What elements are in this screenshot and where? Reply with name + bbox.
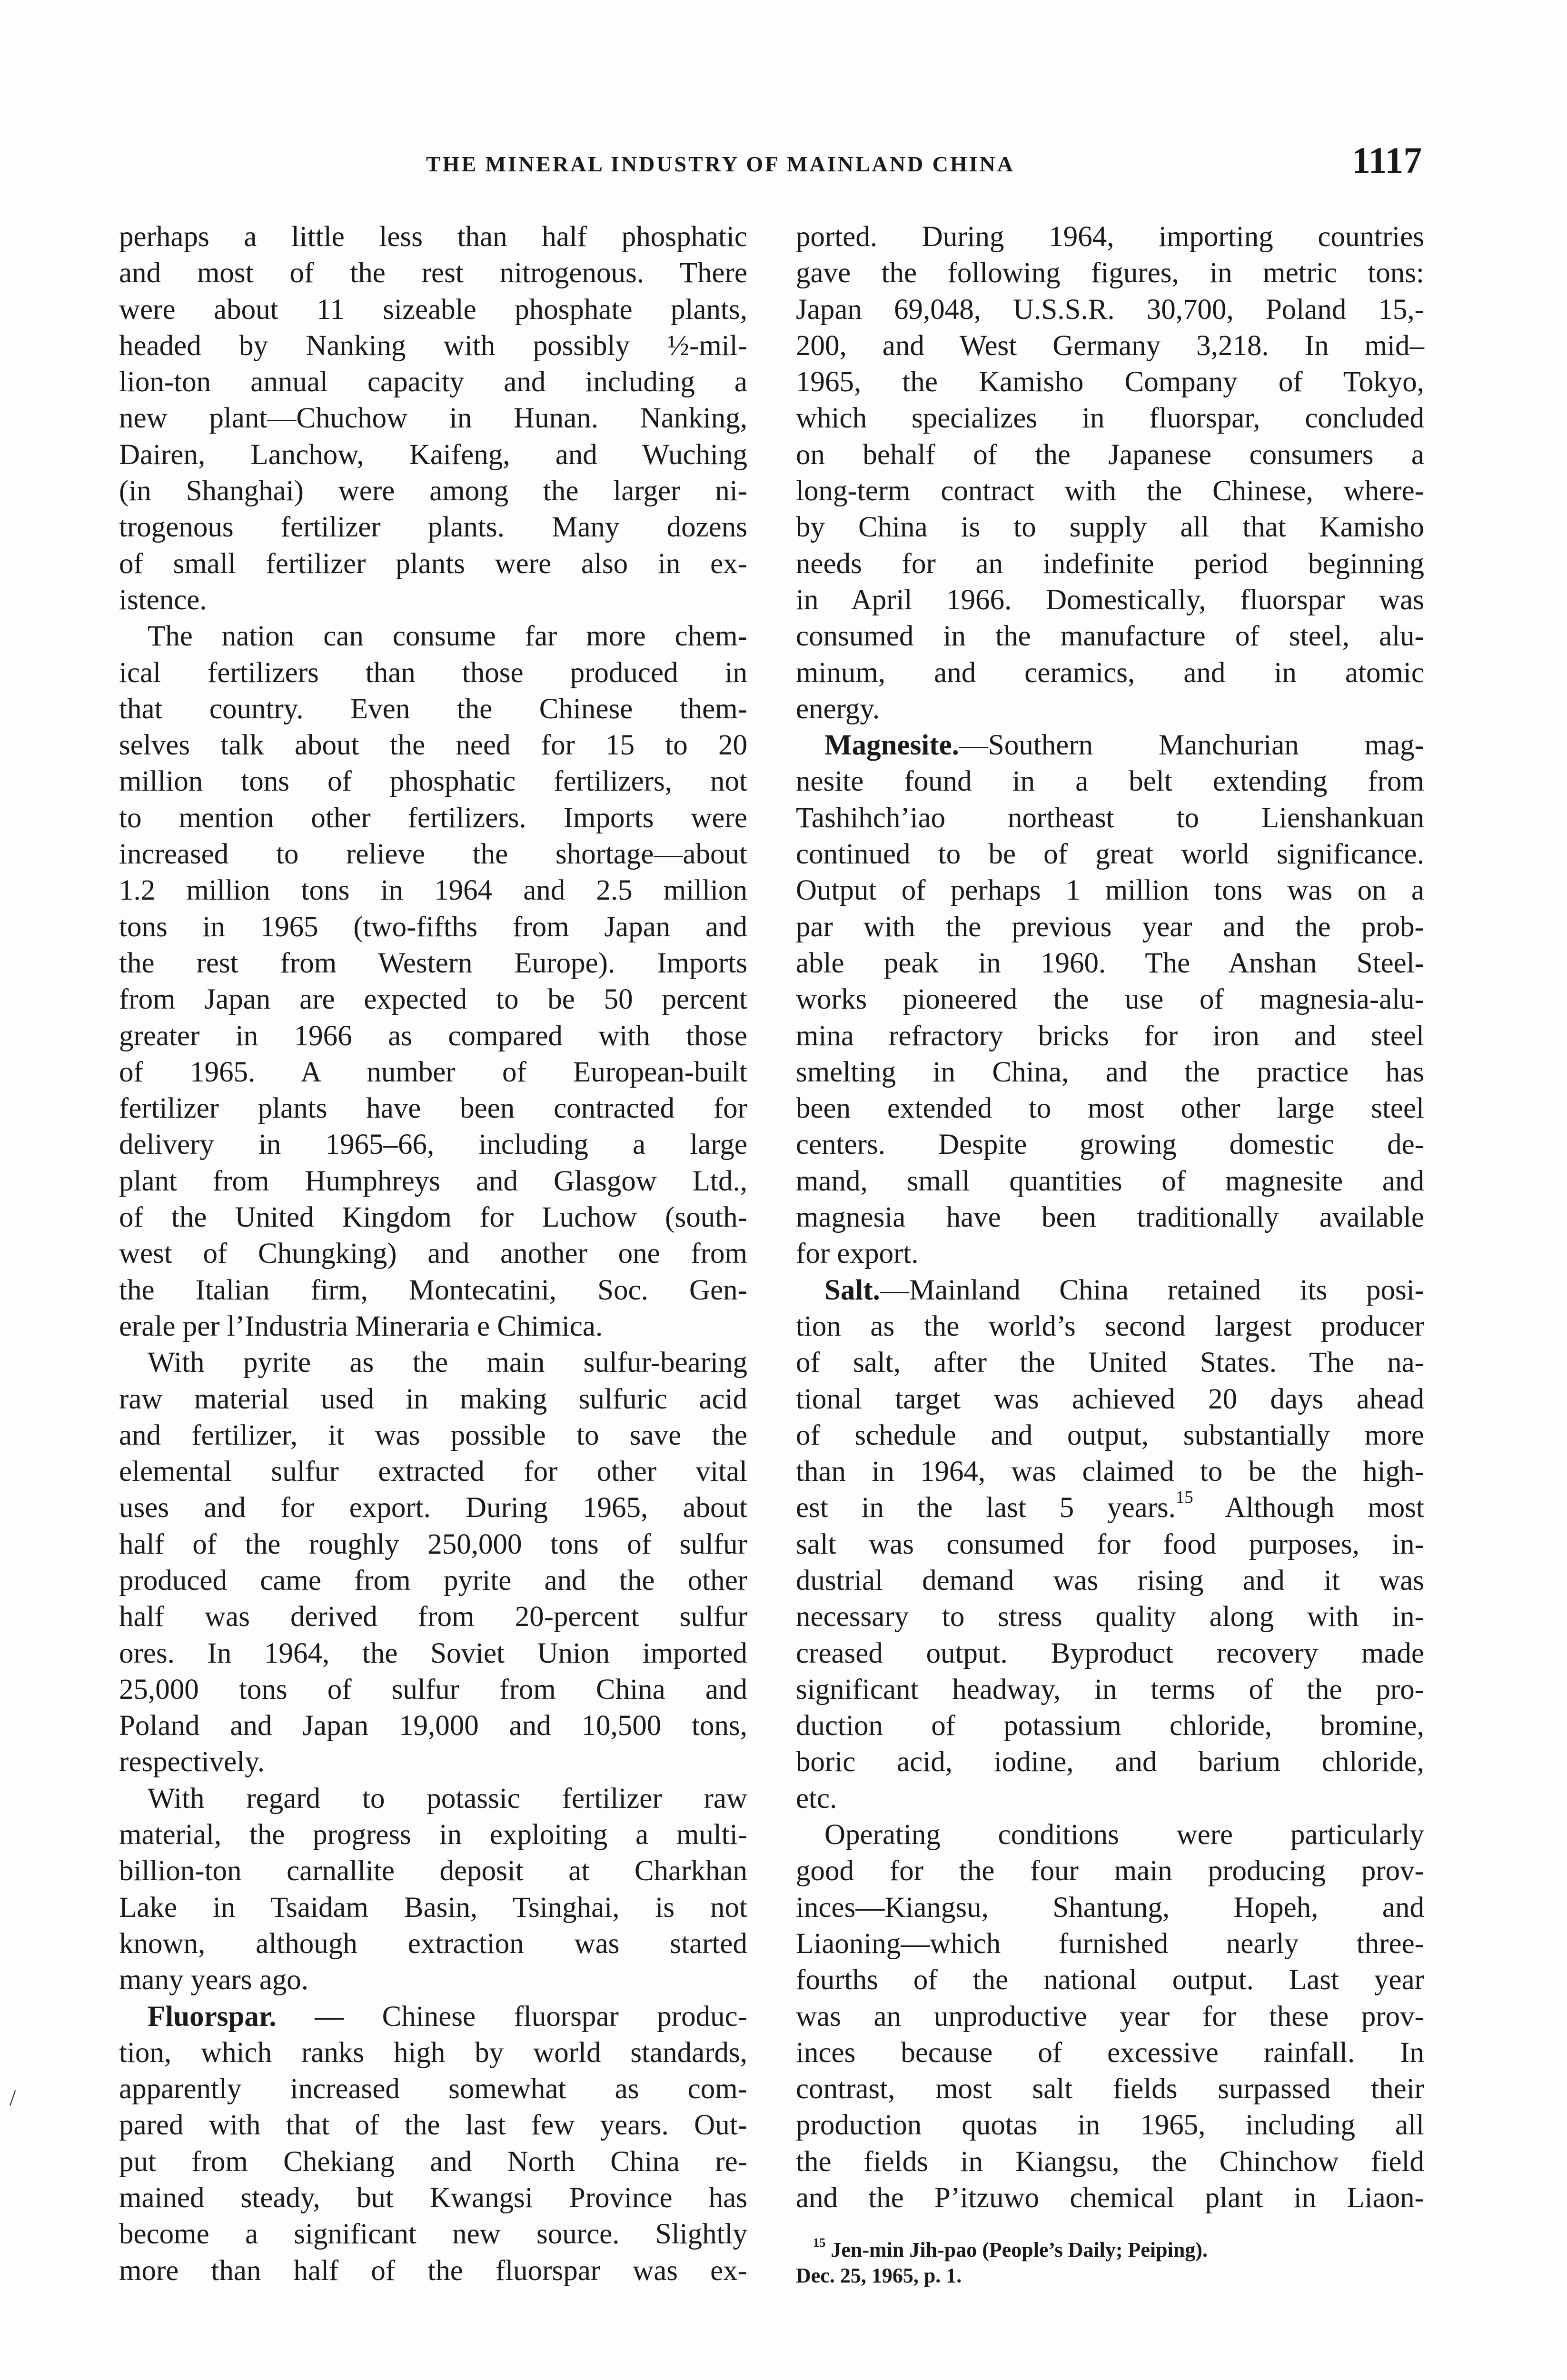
text-line: elemental sulfur extracted for other vital	[119, 1456, 747, 1488]
text-line: known, although extraction was started	[119, 1927, 747, 1960]
fluorspar-heading: Fluorspar.	[148, 2000, 277, 2033]
text-fragment: Although most	[1193, 1492, 1424, 1524]
page-number: 1117	[1352, 139, 1422, 181]
text-line: inces—Kiangsu, Shantung, Hopeh, and	[796, 1891, 1424, 1924]
text-line: put from Chekiang and North China re-	[119, 2145, 747, 2178]
text-line: duction of potassium chloride, bromine,	[796, 1710, 1424, 1742]
text-line: and fertilizer, it was possible to save the	[119, 1419, 747, 1451]
text-line: become a significant new source. Slightly	[119, 2218, 747, 2251]
margin-pencil-mark: /	[10, 2085, 16, 2111]
text-line: the fields in Kiangsu, the Chinchow field	[796, 2145, 1424, 2178]
footnote	[796, 2237, 1424, 2289]
right-text-column	[796, 219, 1424, 2289]
text-line: mained steady, but Kwangsi Province has	[119, 2182, 747, 2214]
text-line: 1965, the Kamisho Company of Tokyo,	[796, 366, 1424, 398]
text-line: lion-ton annual capacity and including a	[119, 366, 747, 398]
text-line: The nation can consume far more chem-	[148, 620, 747, 653]
text-line: delivery in 1965–66, including a large	[119, 1129, 747, 1161]
text-line: tion as the world’s second largest producer	[796, 1310, 1424, 1342]
text-line: minum, and ceramics, and in atomic	[796, 656, 1424, 689]
text-line: uses and for export. During 1965, about	[119, 1492, 747, 1524]
text-line: necessary to stress quality along with in-	[796, 1601, 1424, 1633]
text-line: Poland and Japan 19,000 and 10,500 tons,	[119, 1710, 747, 1742]
text-line: needs for an indefinite period beginning	[796, 547, 1424, 580]
text-line: from Japan are expected to be 50 percent	[119, 983, 747, 1016]
text-line: continued to be of great world significance.	[796, 838, 1424, 871]
text-line: fertilizer plants have been contracted for	[119, 1092, 747, 1125]
text-line: the rest from Western Europe). Imports	[119, 947, 747, 979]
text-line: long-term contract with the Chinese, where-	[796, 475, 1424, 507]
text-line: boric acid, iodine, and barium chloride,	[796, 1746, 1424, 1778]
text-line: on behalf of the Japanese consumers a	[796, 438, 1424, 471]
text-line: been extended to most other large steel	[796, 1092, 1424, 1125]
text-line: raw material used in making sulfuric acid	[119, 1383, 747, 1415]
text-line: produced came from pyrite and the other	[119, 1564, 747, 1597]
text-line: ical fertilizers than those produced in	[119, 656, 747, 689]
text-line: ores. In 1964, the Soviet Union imported	[119, 1637, 747, 1669]
text-line: the Italian firm, Montecatini, Soc. Gen-	[119, 1274, 747, 1306]
text-line: perhaps a little less than half phosphatic	[119, 221, 747, 253]
text-line: more than half of the fluorspar was ex-	[119, 2254, 747, 2287]
text-line: west of Chungking) and another one from	[119, 1238, 747, 1270]
text-line: magnesia have been traditionally available	[796, 1201, 1424, 1234]
text-line: energy.	[796, 693, 880, 725]
fluorspar-paragraph-first-line	[119, 1999, 747, 2035]
footnote-line	[796, 2237, 1424, 2263]
text-line: With pyrite as the main sulfur-bearing	[148, 1347, 747, 1379]
text-line: that country. Even the Chinese them-	[119, 693, 747, 725]
text-line: tional target was achieved 20 days ahead	[796, 1383, 1424, 1415]
text-line: tion, which ranks high by world standards,	[119, 2036, 747, 2069]
text-line: erale per l’Industria Mineraria e Chimica.	[119, 1310, 603, 1342]
text-line: Operating conditions were particularly	[824, 1819, 1424, 1851]
text-line: fourths of the national output. Last year	[796, 1964, 1424, 1996]
text-line: trogenous fertilizer plants. Many dozens	[119, 511, 747, 544]
magnesite-heading: Magnesite.	[824, 729, 959, 762]
text-line: (in Shanghai) were among the larger ni-	[119, 475, 747, 507]
text-line: of salt, after the United States. The na-	[796, 1347, 1424, 1379]
footnote-text: Jen-min Jih-pao (People’s Daily; Peiping).	[825, 2238, 1208, 2262]
text-line: of schedule and output, substantially more	[796, 1419, 1424, 1451]
text-line: contrast, most salt fields surpassed their	[796, 2073, 1424, 2105]
text-line: 200, and West Germany 3,218. In mid–	[796, 329, 1424, 362]
text-fragment: —Southern Manchurian mag-	[959, 729, 1424, 762]
text-line: 1.2 million tons in 1964 and 2.5 million	[119, 874, 747, 907]
text-line: by China is to supply all that Kamisho	[796, 511, 1424, 544]
left-text-column	[119, 219, 747, 2289]
text-line: centers. Despite growing domestic de-	[796, 1129, 1424, 1161]
text-line: were about 11 sizeable phosphate plants,	[119, 293, 747, 326]
text-line: which specializes in fluorspar, concluded	[796, 402, 1424, 435]
text-line: to mention other fertilizers. Imports were	[119, 802, 747, 834]
salt-paragraph-first-line	[796, 1272, 1424, 1309]
text-line: salt was consumed for food purposes, in-	[796, 1528, 1424, 1560]
text-line: than in 1964, was claimed to be the high-	[796, 1456, 1424, 1488]
text-fragment: —Mainland China retained its posi-	[880, 1274, 1424, 1306]
text-line: was an unproductive year for these prov-	[796, 2000, 1424, 2033]
salt-heading: Salt.	[824, 1274, 880, 1306]
text-line: plant from Humphreys and Glasgow Ltd.,	[119, 1165, 747, 1197]
text-line: 25,000 tons of sulfur from China and	[119, 1673, 747, 1706]
text-line: Japan 69,048, U.S.S.R. 30,700, Poland 15,-	[796, 293, 1424, 326]
text-line: material, the progress in exploiting a multi-	[119, 1819, 747, 1851]
text-line: of small fertilizer plants were also in ex-	[119, 547, 747, 580]
text-line: billion-ton carnallite deposit at Charkhan	[119, 1855, 747, 1887]
text-line: of 1965. A number of European-built	[119, 1056, 747, 1088]
text-line: par with the previous year and the prob-	[796, 911, 1424, 943]
text-line: smelting in China, and the practice has	[796, 1056, 1424, 1088]
text-line: million tons of phosphatic fertilizers, not	[119, 765, 747, 798]
text-line: and most of the rest nitrogenous. There	[119, 257, 747, 289]
text-fragment: est in the last 5 years.	[796, 1492, 1176, 1524]
text-line: mina refractory bricks for iron and steel	[796, 1020, 1424, 1052]
text-line: in April 1966. Domestically, fluorspar was	[796, 584, 1424, 616]
text-line: apparently increased somewhat as com-	[119, 2073, 747, 2105]
text-line: inces because of excessive rainfall. In	[796, 2036, 1424, 2069]
text-line: With regard to potassic fertilizer raw	[148, 1782, 747, 1815]
magnesite-paragraph-first-line	[796, 727, 1424, 764]
running-header-title: THE MINERAL INDUSTRY OF MAINLAND CHINA	[426, 152, 1015, 176]
text-line: selves talk about the need for 15 to 20	[119, 729, 747, 762]
text-line: new plant—Chuchow in Hunan. Nanking,	[119, 402, 747, 435]
text-line: consumed in the manufacture of steel, alu-	[796, 620, 1424, 653]
footnote-line: Dec. 25, 1965, p. 1.	[796, 2264, 962, 2288]
text-line: creased output. Byproduct recovery made	[796, 1637, 1424, 1669]
text-line: etc.	[796, 1782, 837, 1815]
text-line: respectively.	[119, 1746, 265, 1778]
text-line: increased to relieve the shortage—about	[119, 838, 747, 871]
text-line: and the P’itzuwo chemical plant in Liaon-	[796, 2182, 1424, 2214]
text-line: half of the roughly 250,000 tons of sulfur	[119, 1528, 747, 1560]
text-line: gave the following figures, in metric tons:	[796, 257, 1424, 289]
footnote-reference-line	[796, 1490, 1424, 1526]
text-line: Dairen, Lanchow, Kaifeng, and Wuching	[119, 438, 747, 471]
text-line: half was derived from 20-percent sulfur	[119, 1601, 747, 1633]
text-line: production quotas in 1965, including all	[796, 2109, 1424, 2142]
text-line: Tashihch’iao northeast to Lienshankuan	[796, 802, 1424, 834]
text-line: headed by Nanking with possibly ½-mil-	[119, 329, 747, 362]
text-line: Liaoning—which furnished nearly three-	[796, 1927, 1424, 1960]
text-line: dustrial demand was rising and it was	[796, 1564, 1424, 1597]
footnote-ref-marker: 15	[1176, 1488, 1193, 1507]
text-line: Lake in Tsaidam Basin, Tsinghai, is not	[119, 1891, 747, 1924]
text-line: mand, small quantities of magnesite and	[796, 1165, 1424, 1197]
text-line: ported. During 1964, importing countries	[796, 221, 1424, 253]
text-fragment: — Chinese fluorspar produc-	[276, 2000, 747, 2033]
text-line: works pioneered the use of magnesia-alu-	[796, 983, 1424, 1016]
text-line: Output of perhaps 1 million tons was on a	[796, 874, 1424, 907]
text-line: nesite found in a belt extending from	[796, 765, 1424, 798]
text-line: many years ago.	[119, 1964, 309, 1996]
text-line: significant headway, in terms of the pro-	[796, 1673, 1424, 1706]
text-line: pared with that of the last few years. Out-	[119, 2109, 747, 2142]
text-line: istence.	[119, 584, 207, 616]
text-line: good for the four main producing prov-	[796, 1855, 1424, 1887]
text-line: for export.	[796, 1238, 919, 1270]
text-line: of the United Kingdom for Luchow (south-	[119, 1201, 747, 1234]
text-line: tons in 1965 (two-fifths from Japan and	[119, 911, 747, 943]
footnote-marker: 15	[813, 2235, 826, 2250]
text-line: able peak in 1960. The Anshan Steel-	[796, 947, 1424, 979]
text-line: greater in 1966 as compared with those	[119, 1020, 747, 1052]
